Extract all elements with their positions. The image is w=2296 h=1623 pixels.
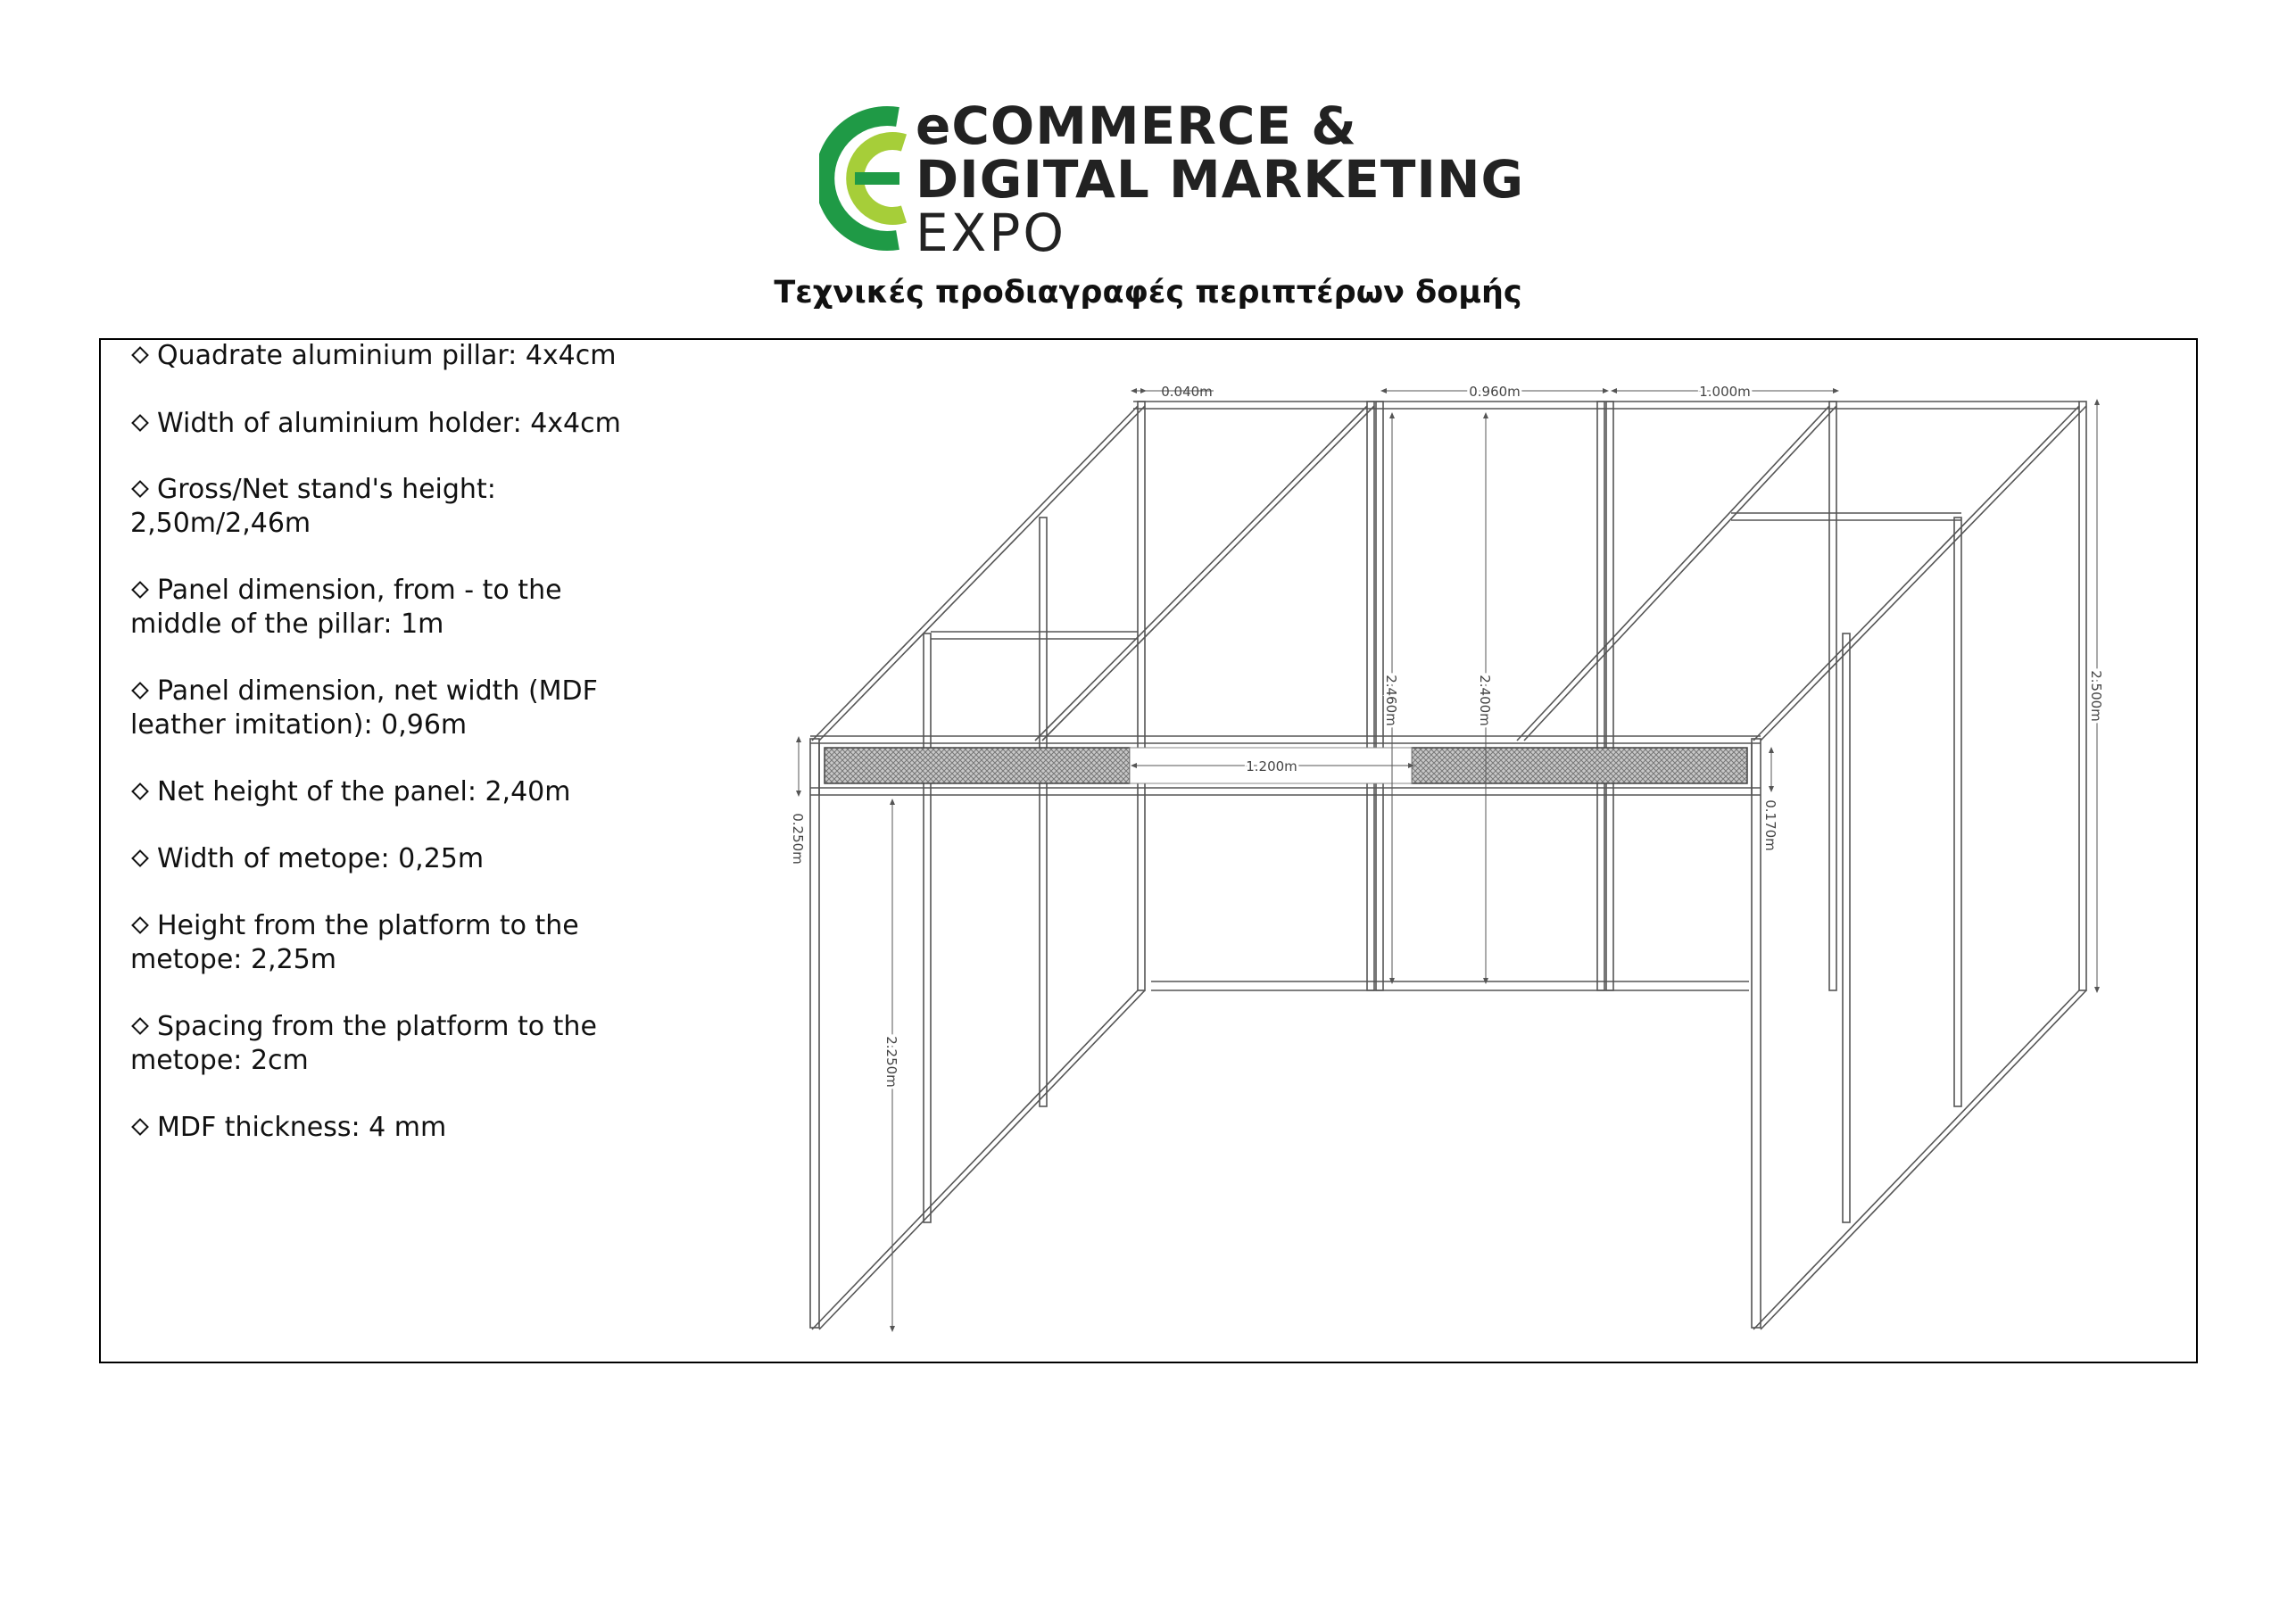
spec-text: Gross/Net stand's height: (157, 474, 496, 505)
spec-item (130, 407, 684, 441)
spec-text: MDF thickness: 4 mm (157, 1112, 447, 1143)
diamond-bullet-icon (131, 682, 149, 700)
pillar (1843, 633, 1850, 1222)
spec-text: Spacing from the platform to the (157, 1011, 597, 1042)
diamond-bullet-icon (131, 581, 149, 599)
spec-text: Height from the platform to the (157, 910, 579, 941)
diamond-bullet-icon (131, 916, 149, 934)
spec-text: metope: 2cm (130, 1045, 309, 1076)
spec-item (130, 473, 684, 541)
spec-item (130, 842, 684, 876)
pillar (1606, 402, 1613, 990)
spec-text: Quadrate aluminium pillar: 4x4cm (157, 340, 617, 371)
pillar (1376, 402, 1383, 990)
spec-text: Net height of the panel: 2,40m (157, 776, 571, 807)
dim-label-metope-width: 0.250m (790, 813, 806, 865)
diamond-bullet-icon (131, 480, 149, 498)
logo-line-3: EXPO (916, 203, 1067, 263)
diamond-bullet-icon (131, 346, 149, 364)
diamond-bullet-icon (131, 414, 149, 432)
pillar (1040, 518, 1047, 1106)
pillar (924, 633, 931, 1222)
spec-item (130, 574, 684, 642)
spec-text: Width of aluminium holder: 4x4cm (157, 408, 621, 439)
spec-item (130, 1010, 684, 1078)
dim-label-panel-net: 0.960m (1469, 384, 1521, 400)
diamond-bullet-icon (131, 783, 149, 800)
logo-emblem-icon (819, 94, 908, 263)
dim-label-gross-height: 2.500m (2088, 670, 2104, 722)
diamond-bullet-icon (131, 1017, 149, 1035)
spec-text: leather imitation): 0,96m (130, 709, 468, 741)
spec-item (130, 675, 684, 742)
pillar (1954, 518, 1961, 1106)
spec-text: middle of the pillar: 1m (130, 609, 444, 640)
dim-label-pillar: 0.040m (1161, 384, 1213, 400)
dim-label-gross-height-inner: 2.460m (1383, 675, 1399, 726)
dim-label-panel-axis: 1.000m (1699, 384, 1751, 400)
metope-panel-right (1412, 748, 1747, 783)
diamond-bullet-icon (131, 1118, 149, 1136)
dim-label-metope-opening: 1.200m (1246, 758, 1297, 774)
spec-text: Width of metope: 0,25m (157, 843, 485, 874)
logo-line-2: DIGITAL MARKETING (916, 149, 1525, 210)
dim-label-metope-band: 0.170m (1762, 799, 1778, 851)
spec-text: 2,50m/2,46m (130, 508, 311, 539)
pillar (1138, 402, 1145, 990)
pillar (1367, 402, 1374, 990)
booth-drawing (767, 375, 2142, 1356)
logo-line-1: eCOMMERCE & (916, 95, 1357, 156)
front-pillar (810, 739, 819, 1328)
dim-label-height-to-metope: 2.250m (883, 1036, 899, 1088)
spec-item (130, 909, 684, 977)
page-title: Τεχνικές προδιαγραφές περιπτέρων δομής (774, 275, 1522, 311)
expo-logo (819, 94, 1525, 263)
spec-text: Panel dimension, from - to the (157, 575, 562, 606)
spec-item (130, 339, 684, 373)
spec-text: Panel dimension, net width (MDF (157, 675, 598, 707)
dimension-lines (799, 391, 2097, 1329)
pillar (2079, 402, 2086, 990)
spec-item (130, 1111, 684, 1145)
diamond-bullet-icon (131, 849, 149, 867)
spec-item (130, 775, 684, 809)
pillar (1597, 402, 1604, 990)
metope-panel-left (825, 748, 1130, 783)
spec-text: metope: 2,25m (130, 944, 336, 975)
pillar (1829, 402, 1836, 990)
booth-frame (810, 402, 2086, 1329)
front-pillar (1752, 739, 1761, 1328)
dim-label-panel-height: 2.400m (1477, 675, 1493, 726)
